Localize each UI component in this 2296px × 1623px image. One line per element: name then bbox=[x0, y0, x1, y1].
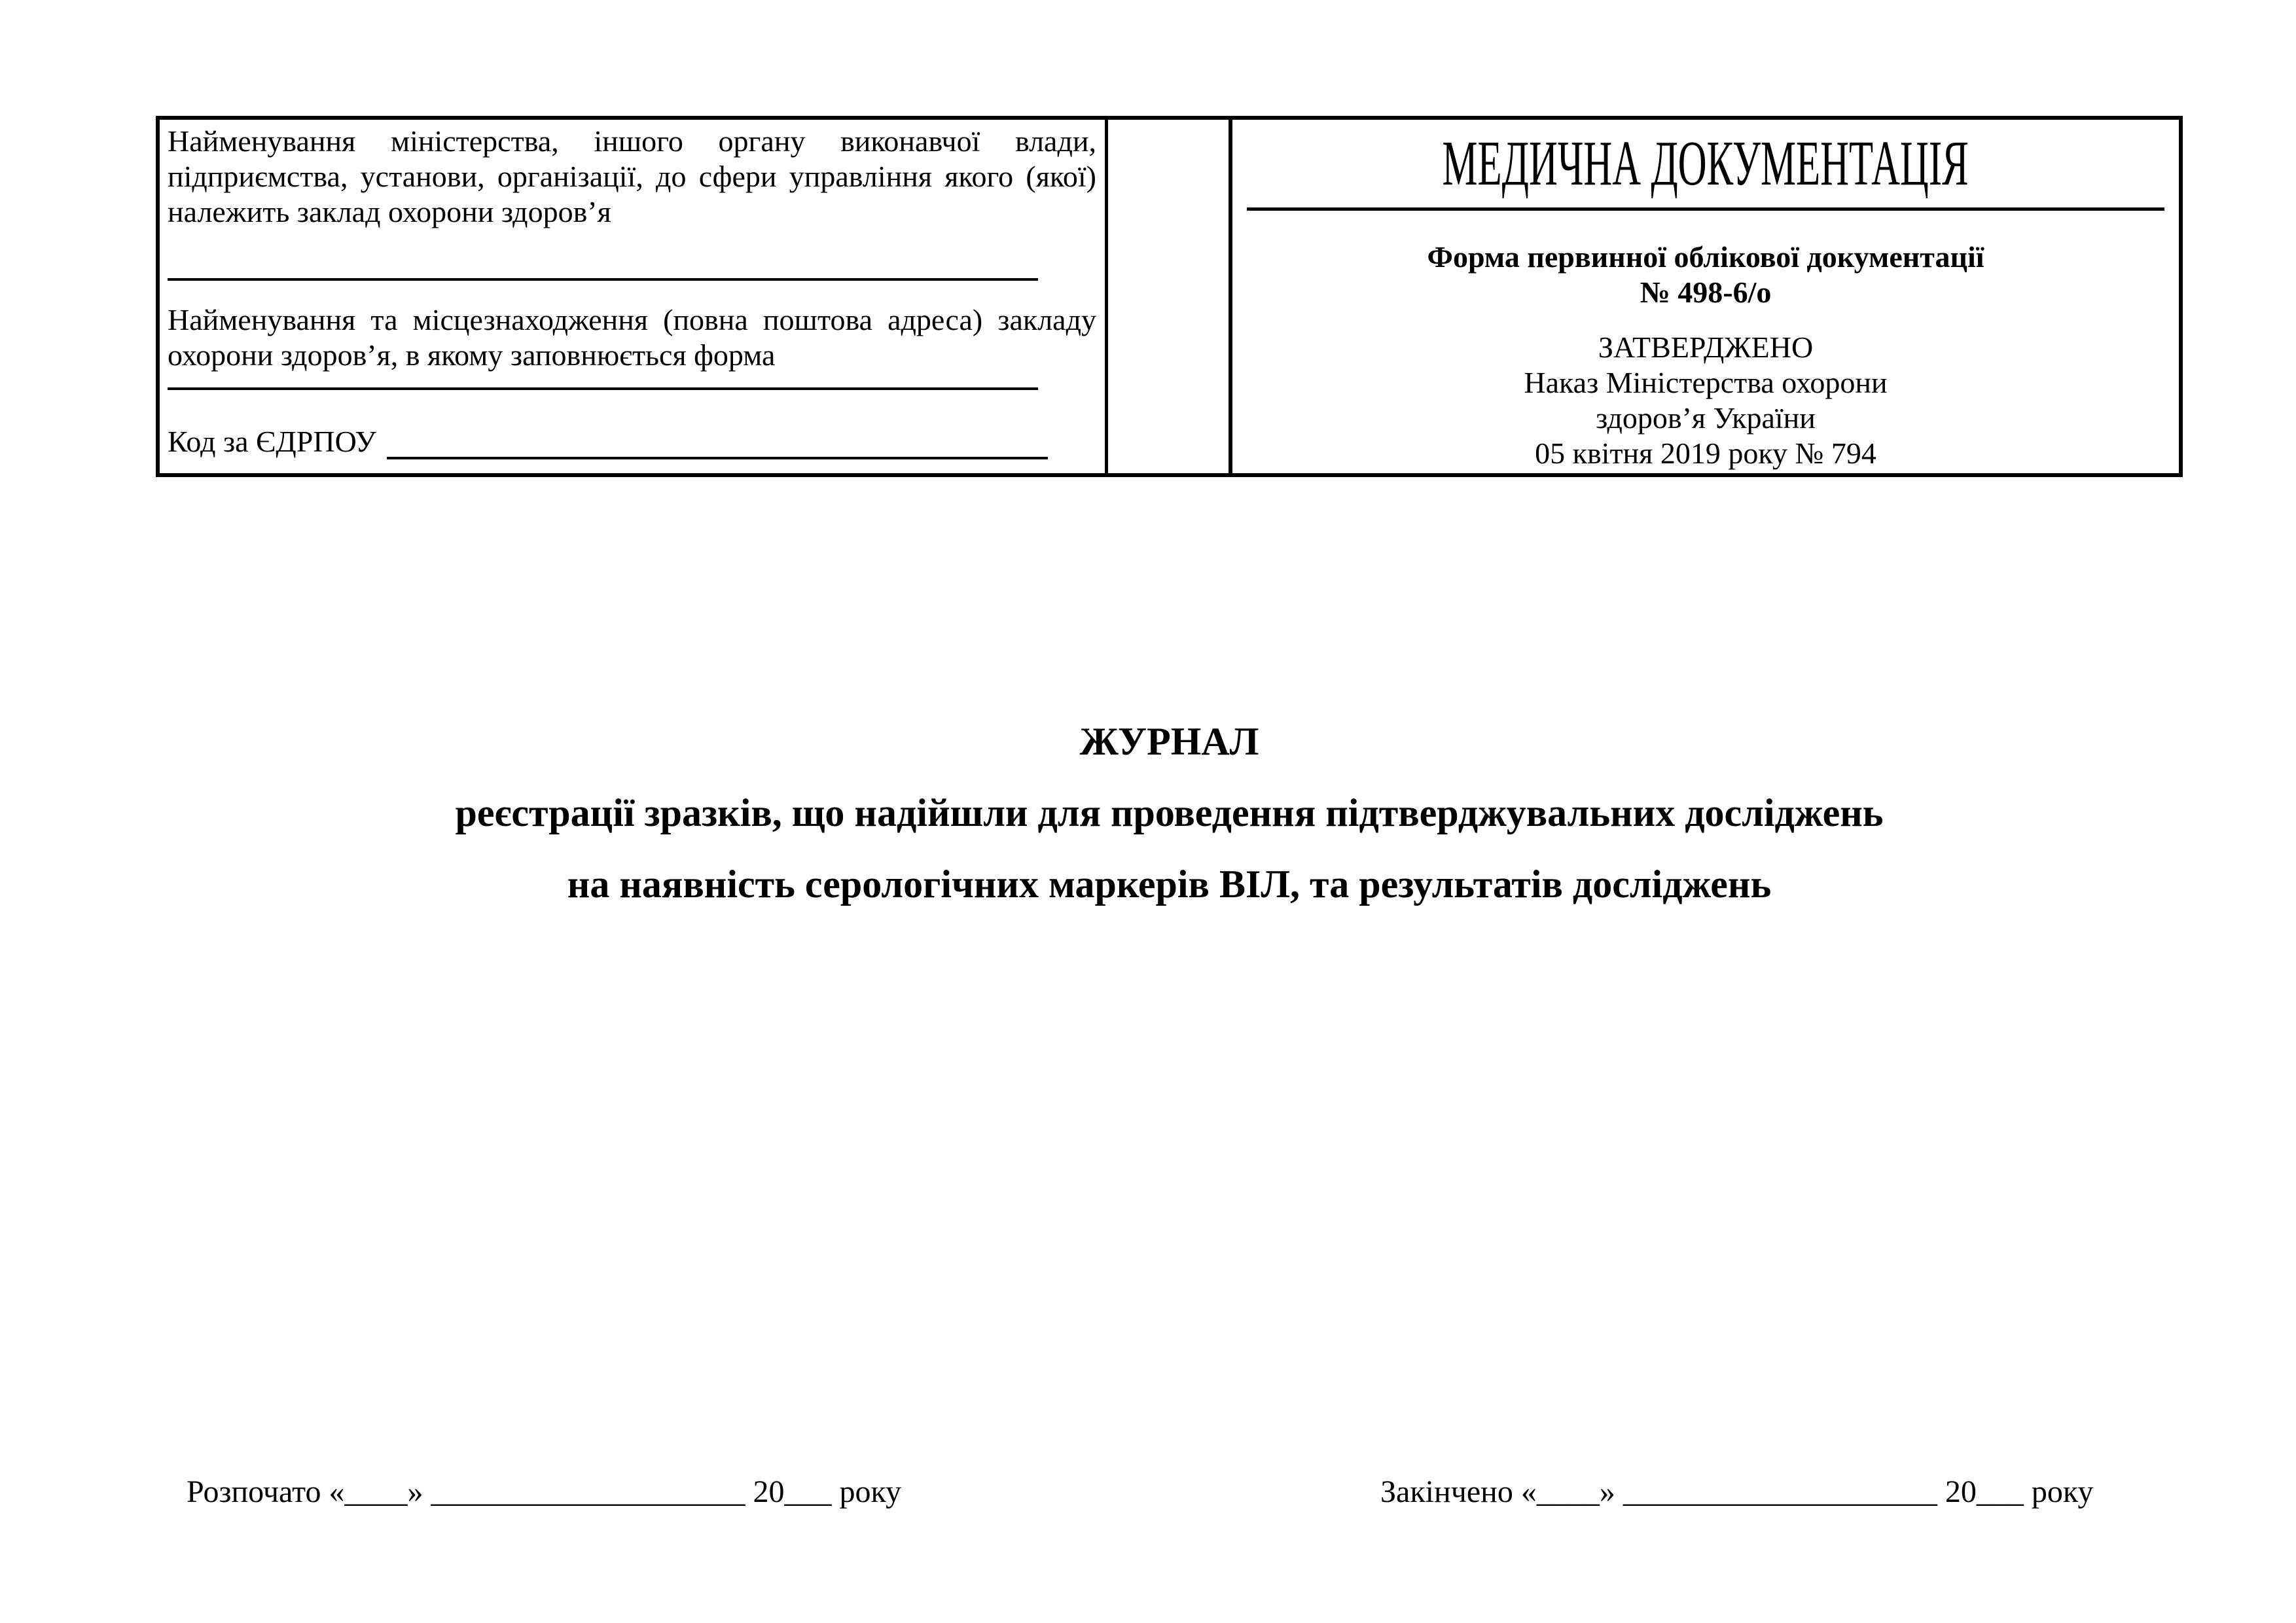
title-divider-line bbox=[1247, 207, 2164, 211]
finished-date-line: Закінчено «____» ____________________ 20___ року bbox=[1380, 1474, 2094, 1509]
header-table bbox=[156, 116, 2183, 477]
facility-paragraph bbox=[168, 302, 1096, 373]
journal-title-block bbox=[156, 719, 2183, 933]
form-caption: Форма первинної облікової документації bbox=[1427, 240, 1984, 274]
header-left-cell bbox=[160, 120, 1108, 473]
facility-line-1: Найменування та місцезнаходження (повна поштова адреса) закладу bbox=[168, 303, 1096, 336]
edrpou-label: Код за ЄДРПОУ bbox=[168, 425, 376, 458]
edrpou-blank-line bbox=[387, 427, 1048, 459]
doc-type-title-text: МЕДИЧНА ДОКУМЕНТАЦІЯ bbox=[1442, 128, 1969, 199]
started-date-line: Розпочато «____» ____________________ 20___ року bbox=[187, 1474, 902, 1509]
order-line-3: 05 квітня 2019 року № 794 bbox=[1535, 437, 1876, 470]
ministry-blank-line bbox=[168, 278, 1038, 281]
order-line-1: Наказ Міністерства охорони bbox=[1524, 366, 1888, 399]
approved-label: ЗАТВЕРДЖЕНО bbox=[1598, 330, 1814, 364]
ministry-line-3: належить заклад охорони здоров’я bbox=[168, 195, 611, 228]
edrpou-row bbox=[168, 424, 1096, 459]
header-right-cell bbox=[1232, 120, 2179, 473]
journal-subtitle-1: реєстрації зразків, що надійшли для проведення підтверджувальних досліджень bbox=[455, 791, 1884, 834]
form-number: № 498-6/о bbox=[1640, 276, 1772, 309]
ministry-line-1: Найменування міністерства, іншого органу виконавчої влади, bbox=[168, 124, 1096, 158]
doc-type-title bbox=[1232, 130, 2179, 197]
order-line-2: здоров’я України bbox=[1596, 401, 1816, 435]
header-middle-cell bbox=[1108, 120, 1232, 473]
journal-subtitle-2: на наявність серологічних маркерів ВІЛ, та результатів досліджень bbox=[567, 863, 1772, 906]
ministry-line-2: підприємства, установи, організації, до сфери управління якого (якої) bbox=[168, 160, 1096, 193]
ministry-paragraph bbox=[168, 124, 1096, 230]
journal-title: ЖУРНАЛ bbox=[1079, 720, 1259, 763]
facility-line-2: охорони здоров’я, в якому заповнюється форма bbox=[168, 338, 776, 372]
facility-blank-line bbox=[168, 387, 1038, 390]
